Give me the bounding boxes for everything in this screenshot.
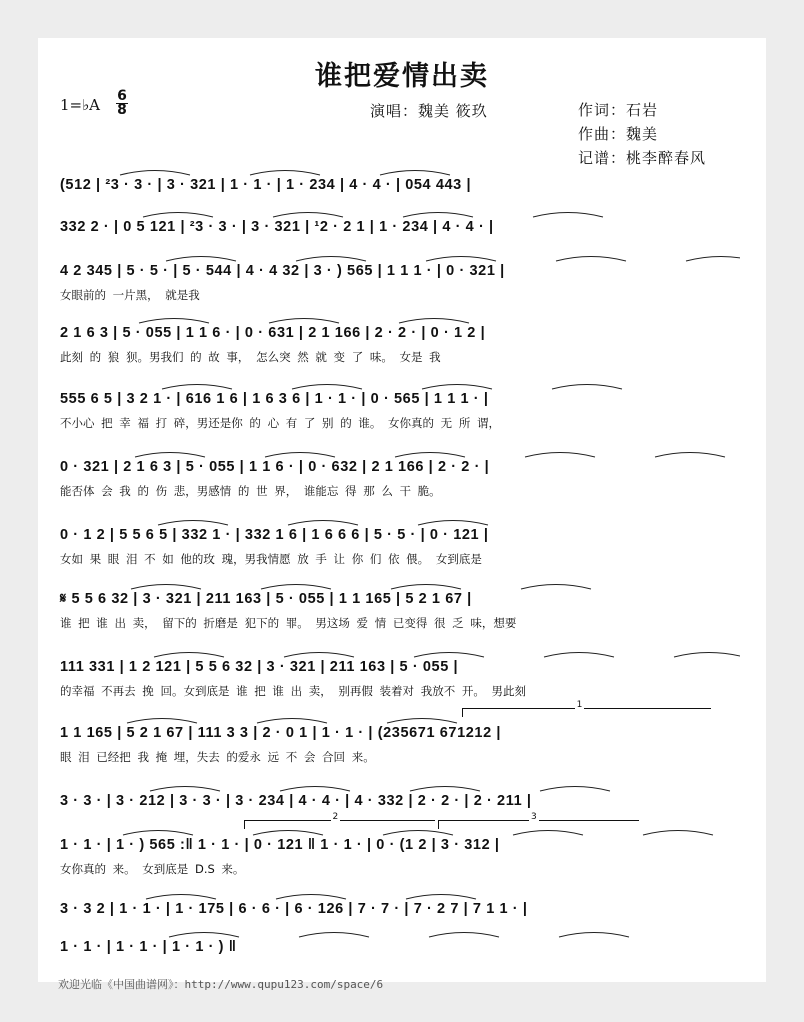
score-row — [60, 790, 740, 813]
meter-bottom: 8 — [117, 102, 127, 118]
notes-line: (512 | ²3 · 3 · | 3 · 321 | 1 · 1 · | 1 · 234 | 4 · 4 · | 054 443 | — [60, 177, 472, 193]
notes-line: 𝄋 5 5 6 32 | 3 · 321 | 211 163 | 5 · 055 | 1 1 165 | 5 2 1 67 | — [60, 591, 472, 607]
credits-block — [578, 98, 706, 170]
notes-line: 555 6 5 | 3 2 1 · | 616 1 6 | 1 6 3 6 | 1 · 1 · | 0 · 565 | 1 1 1 · | — [60, 391, 489, 407]
footer-note: 欢迎光临《中国曲谱网》：http://www.qupu123.com/space/6 — [58, 978, 384, 991]
time-signature — [116, 90, 128, 117]
lyrics-line: 的幸福 不再去 挽 回。女到底是 谁 把 谁 出 卖， 别再假 装着对 我放不 开。 男此刻 — [60, 684, 527, 698]
volta-bracket — [462, 700, 711, 717]
song-title: 谁把爱情出卖 — [315, 61, 489, 92]
score-row — [60, 322, 740, 365]
notes-line: 0 · 1 2 | 5 5 6 5 | 332 1 · | 332 1 6 | 1 6 6 6 | 5 · 5 · | 0 · 121 | — [60, 527, 489, 543]
score-row — [60, 456, 740, 499]
notes-line: 2 1 6 3 | 5 · 055 | 1 1 6 · | 0 · 631 | 2 1 166 | 2 · 2 · | 0 · 1 2 | — [60, 325, 486, 341]
notes-line: 3 · 3 2 | 1 · 1 · | 1 · 175 | 6 · 6 · | 6 · 126 | 7 · 7 · | 7 · 2 7 | 7 1 1 · | — [60, 901, 528, 917]
volta-bracket — [244, 812, 435, 829]
score-row — [60, 388, 740, 431]
score-row — [60, 588, 740, 631]
key-signature: 1=♭A — [60, 96, 101, 114]
notes-line: 332 2 · | 0 5 121 | ²3 · 3 · | 3 · 321 | ¹2 · 2 1 | 1 · 234 | 4 · 4 · | — [60, 219, 494, 235]
lyrics-line: 女眼前的 一片黑， 就是我 — [60, 288, 200, 302]
volta-bracket — [438, 812, 639, 829]
lyrics-line: 能否体 会 我 的 伤 悲，男感情 的 世 界， 谁能忘 得 那 么 干 脆。 — [60, 484, 441, 498]
notes-line: 1 · 1 · | 1 · 1 · | 1 · 1 · ) ‖ — [60, 939, 237, 955]
notes-line: 1 · 1 · | 1 · ) 565 :‖ 1 · 1 · | 0 · 121 ‖ 1 · 1 · | 0 · (1 2 | 3 · 312 | — [60, 837, 500, 853]
composer-credit: 作曲：魏美 — [578, 125, 659, 143]
lyrics-line: 不小心 把 幸 福 打 碎，男还是你 的 心 有 了 别 的 谁。 女你真的 无 所 谓， — [60, 416, 500, 430]
notes-line: 0 · 321 | 2 1 6 3 | 5 · 055 | 1 1 6 · | 0 · 632 | 2 1 166 | 2 · 2 · | — [60, 459, 490, 475]
lyrics-line: 女你真的 来。 女到底是 D.S 来。 — [60, 862, 245, 876]
lyrics-line: 眼 泪 已经把 我 掩 埋，失去 的爱永 远 不 会 合回 来。 — [60, 750, 375, 764]
score-row — [60, 174, 740, 197]
score-sheet — [38, 38, 766, 991]
transcriber-credit: 记谱：桃李醉春风 — [578, 149, 707, 167]
score-row — [60, 898, 740, 921]
volta-number: 1 — [576, 700, 583, 710]
score-row — [60, 936, 740, 959]
score-row — [60, 722, 740, 765]
volta-number: 3 — [531, 812, 537, 822]
notes-line: 4 2 345 | 5 · 5 · | 5 · 544 | 4 · 4 32 | 3 · ) 565 | 1 1 1 · | 0 · 321 | — [60, 263, 505, 279]
score-row — [60, 834, 740, 877]
meter-top: 6 — [117, 88, 127, 104]
volta-number: 2 — [332, 812, 339, 822]
score-row — [60, 260, 740, 303]
lyrics-line: 此刻 的 狼 狈。男我们 的 故 事， 怎么突 然 就 变 了 味。 女是 我 — [60, 350, 441, 364]
score-row — [60, 524, 740, 567]
notes-line: 111 331 | 1 2 121 | 5 5 6 32 | 3 · 321 | 211 163 | 5 · 055 | — [60, 659, 459, 675]
score-row — [60, 656, 740, 699]
lyrics-line: 女如 果 眼 泪 不 如 他的玫 瑰，男我情愿 放 手 让 你 们 依 偎。 女到底是 — [60, 552, 482, 566]
singer-credit: 演唱：魏美 筱玖 — [370, 102, 488, 120]
notes-line: 3 · 3 · | 3 · 212 | 3 · 3 · | 3 · 234 | 4 · 4 · | 4 · 332 | 2 · 2 · | 2 · 211 | — [60, 793, 532, 809]
lyricist-credit: 作词：石岩 — [578, 101, 659, 119]
lyrics-line: 谁 把 谁 出 卖， 留下的 折磨是 犯下的 罪。 男这场 爱 情 已变得 很 乏 味，想要 — [60, 616, 517, 630]
notes-line: 1 1 165 | 5 2 1 67 | 111 3 3 | 2 · 0 1 | 1 · 1 · | (235671 671212 | — [60, 725, 502, 741]
score-row — [60, 216, 740, 239]
